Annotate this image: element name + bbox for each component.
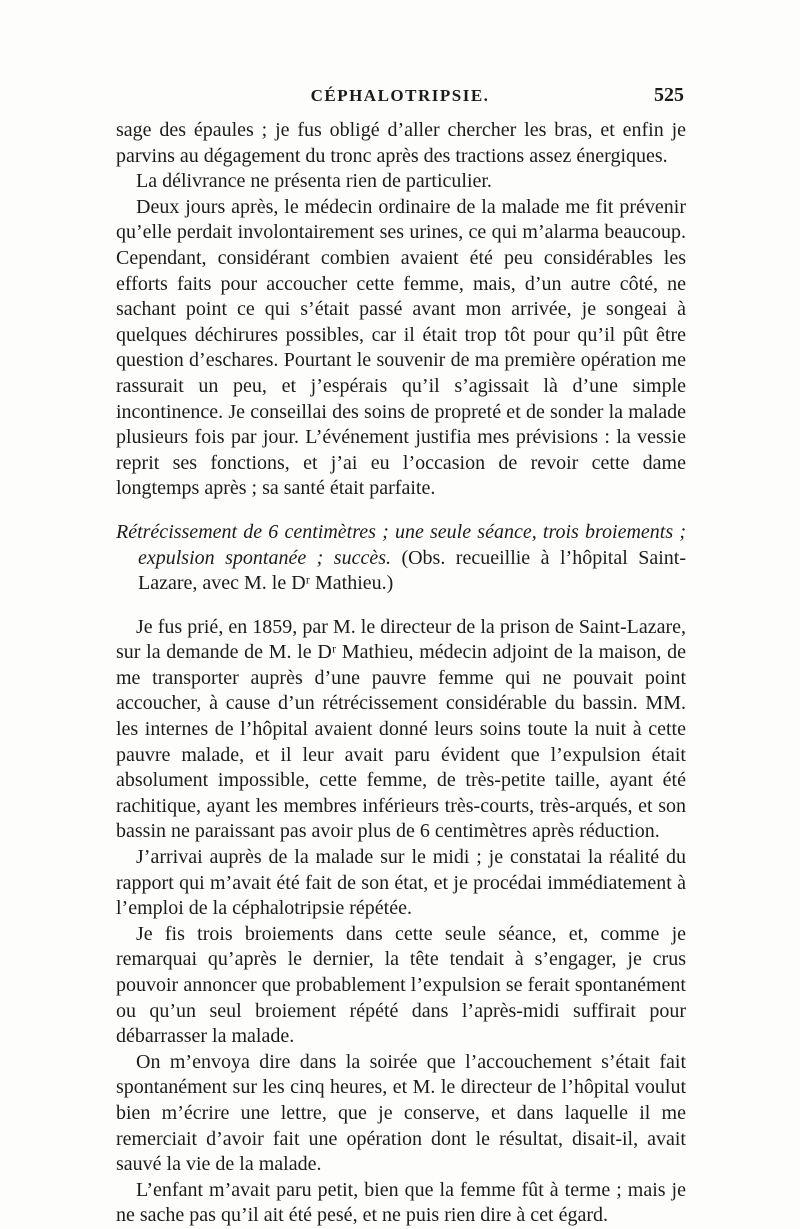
page-body	[116, 118, 686, 1229]
case-title	[116, 520, 686, 597]
case-title-italic: Rétrécissement de 6 centimètres ; une seule séance, trois broiements ; expulsion spontanée ; succès.	[116, 520, 686, 569]
case-title-roman: (Obs. recueillie à l’hôpital Saint-Lazare, avec M. le Dʳ Mathieu.)	[138, 546, 686, 595]
paragraph: sage des épaules ; je fus obligé d’aller chercher les bras, et enfin je parvins au dégagement du tronc après des tractions assez énergiques.	[116, 119, 686, 167]
page-header	[116, 86, 684, 116]
paragraph: On m’envoya dire dans la soirée que l’accouchement s’était fait spontanément sur les cinq heures, et M. le directeur de l’hôpital voulut bien m’écrire une lettre, que je conserve, et dans laquelle il me remerciait d’avoir fait une opération dont le résultat, disait-il, avait sauvé la vie de la malade.	[116, 1050, 686, 1176]
paragraph: L’enfant m’avait paru petit, bien que la femme fût à terme ; mais je ne sache pas qu’il ait été pesé, et ne puis rien dire à cet égard.	[116, 1178, 686, 1227]
page-number: 525	[654, 84, 684, 106]
running-head: CÉPHALOTRIPSIE.	[310, 86, 490, 105]
paragraph: J’arrivai auprès de la malade sur le midi ; je constatai la réalité du rapport qui m’avait été fait de son état, et je procédai immédiatement à l’emploi de la céphalotripsie répétée.	[116, 846, 686, 920]
paragraph: Je fis trois broiements dans cette seule séance, et, comme je remarquai qu’après le dernier, la tête tendait à s’engager, je crus pouvoir annoncer que probablement l’expulsion se ferait spontanément ou qu’un seul broiement répété dans l’après-midi suffirait pour débarrasser la malade.	[116, 922, 686, 1048]
paragraph: La délivrance ne présenta rien de particulier.	[136, 170, 492, 193]
paragraph: Deux jours après, le médecin ordinaire de la malade me fit prévenir qu’elle perdait involontairement ses urines, ce qui m’alarma beaucoup. Cependant, considérant combien avaient été peu considérables les efforts faits pour accoucher cette femme, mais, d’un autre côté, ne sachant point ce qui s’était passé avant mon arrivée, je songeai à quelques déchirures possibles, car il était trop tôt pour qu’il pût être question d’eschares. Pourtant le souvenir de ma première opération me rassurait un peu, et j’espérais qu’il s’agissait là d’une simple incontinence. Je conseillai des soins de propreté et de sonder la malade plusieurs fois par jour. L’événement justifia mes prévisions : la vessie reprit ses fonctions, et j’ai eu l’occasion de revoir cette dame longtemps après ; sa santé était parfaite.	[116, 195, 686, 500]
paragraph: Je fus prié, en 1859, par M. le directeur de la prison de Saint-Lazare, sur la demande de M. le Dʳ Mathieu, médecin adjoint de la maison, de me transporter auprès d’une pauvre femme qui ne pouvait point accoucher, à cause d’un rétrécissement considérable du bassin. MM. les internes de l’hôpital avaient donné leurs soins toute la nuit à cette pauvre malade, et il leur avait paru évident que l’expulsion était absolument impossible, cette femme, de très-petite taille, ayant été rachitique, ayant les membres inférieurs très-courts, très-arqués, et son bassin ne paraissant pas avoir plus de 6 centimètres après réduction.	[116, 615, 686, 843]
